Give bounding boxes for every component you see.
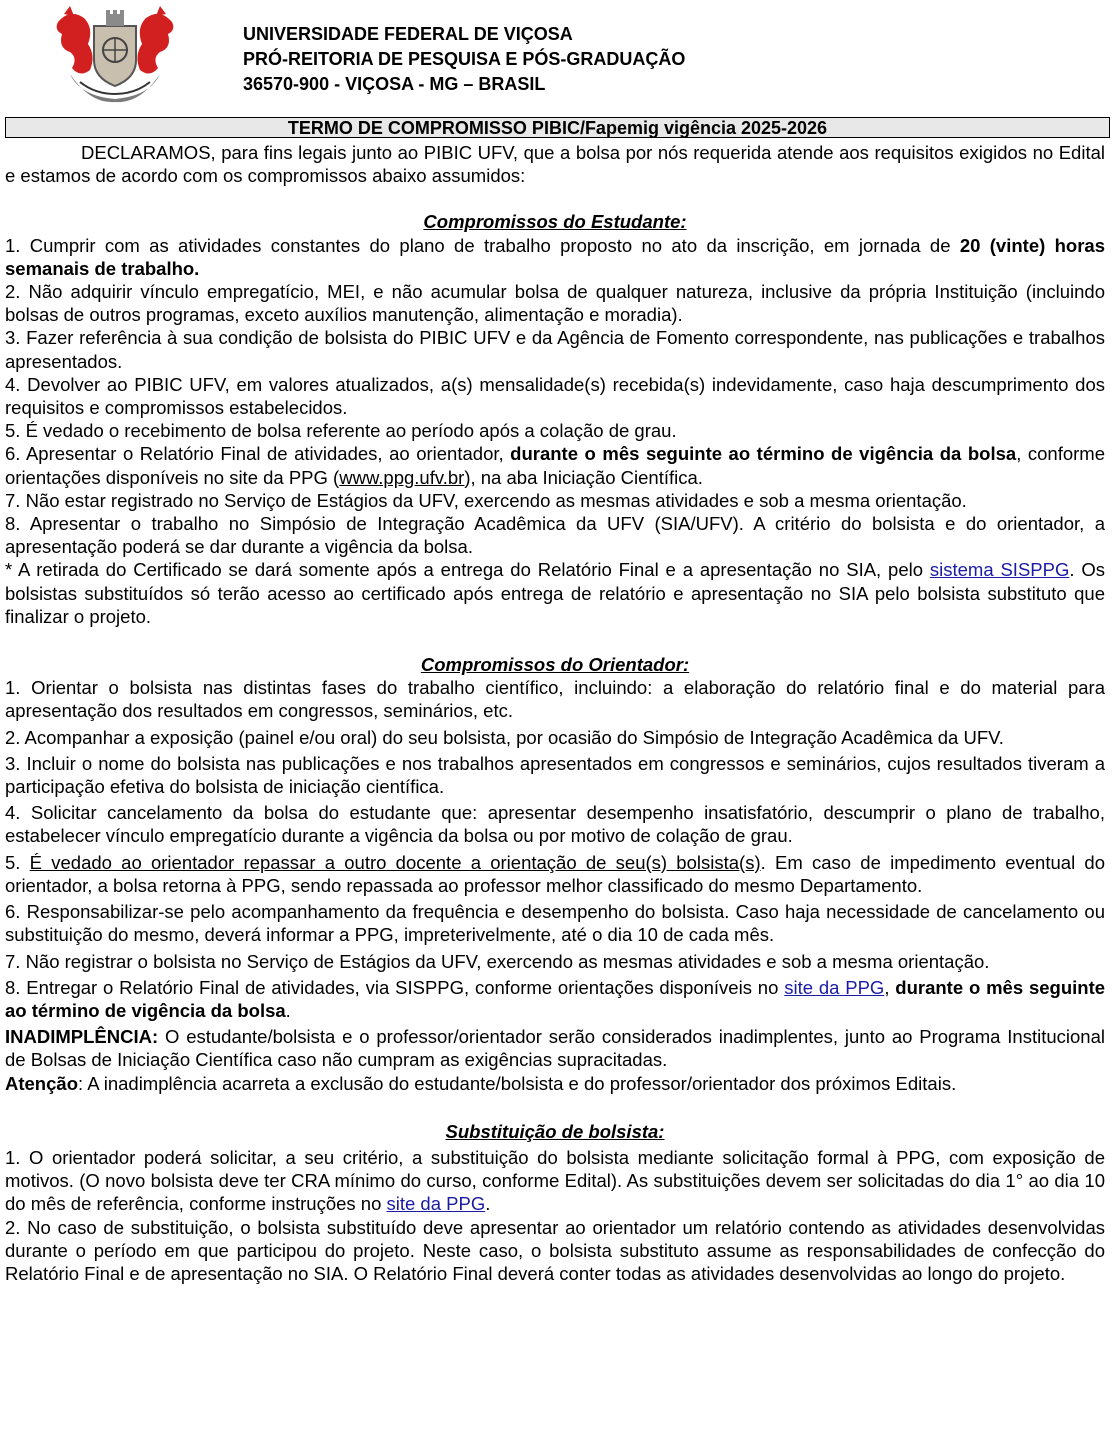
substitution-item-2: 2. No caso de substituição, o bolsista substituído deve apresentar ao orientador um relatório contendo as atividades desenvolvidas durante o período em que participou do projeto. Neste caso, o bolsista substituto assume as responsabilidades de confecção do Relatório Final e de apresentação no SIA. O Relatório Final deverá conter todas as atividades desenvolvidas ao longo do projeto. [5, 1216, 1105, 1284]
student-item-2: 2. Não adquirir vínculo empregatício, MEI, e não acumular bolsa de qualquer natureza, inclusive da própria Instituição (incluindo bolsas de outros programas, exceto auxílios manutenção, alimentação e moradia). [5, 281, 1105, 326]
student-item-6: 6. Apresentar o Relatório Final de atividades, ao orientador, durante o mês seguinte ao término de vigência da bolsa, conforme orientações disponíveis no site da PPG (www.ppg.ufv.br), na aba Iniciação Científica. [5, 443, 1105, 488]
certificate-note: * A retirada do Certificado se dará somente após a entrega do Relatório Final e a apresentação no SIA, pelo sistema SISPPG. Os bolsistas substituídos só terão acesso ao certificado após entrega de relatório e apresentação no SIA pelo bolsista substituto que finalizar o projeto. [5, 559, 1105, 627]
ppg-site-link[interactable]: site da PPG [784, 976, 885, 998]
student-item-1: 1. Cumprir com as atividades constantes do plano de trabalho proposto no ato da inscrição, em jornada de 20 (vinte) horas semanais de trabalho. [5, 234, 1105, 279]
default-paragraph: INADIMPLÊNCIA: O estudante/bolsista e o professor/orientador serão considerados inadimplentes, junto ao Programa Institucional de Bolsas de Iniciação Científica caso não cumpram as exigências supracitadas. [5, 1026, 1105, 1071]
student-item-3: 3. Fazer referência à sua condição de bolsista do PIBIC UFV e da Agência de Fomento correspondente, nas publicações e trabalhos apresentados. [5, 327, 1105, 372]
attention-paragraph: Atenção: A inadimplência acarreta a exclusão do estudante/bolsista e do professor/orientador dos próximos Editais. [5, 1072, 957, 1094]
intro-paragraph: DECLARAMOS, para fins legais junto ao PIBIC UFV, que a bolsa por nós requerida atende aos requisitos exigidos no Edital e estamos de acordo com os compromissos abaixo assumidos: [5, 142, 1105, 187]
ppg-site-url[interactable]: www.ppg.ufv.br [339, 466, 465, 488]
document-header [0, 0, 1117, 115]
student-item-7: 7. Não estar registrado no Serviço de Estágios da UFV, exercendo as mesmas atividades e sob a mesma orientação. [5, 489, 967, 511]
ppg-site-link-2[interactable]: site da PPG [386, 1193, 486, 1215]
substitution-section-title: Substituição de bolsista: [445, 1120, 665, 1142]
advisor-item-8: 8. Entregar o Relatório Final de atividades, via SISPPG, conforme orientações disponíveis no site da PPG, durante o mês seguinte ao término de vigência da bolsa. [5, 976, 1106, 1021]
substitution-item-1: 1. O orientador poderá solicitar, a seu critério, a substituição do bolsista mediante solicitação formal à PPG, com exposição de motivos. (O novo bolsista deve ter CRA mínimo do curso, conforme Edital). As substituições devem ser solicitadas do dia 1° ao dia 10 do mês de referência, conforme instruções no site da PPG. [5, 1146, 1105, 1215]
advisor-item-7: 7. Não registrar o bolsista no Serviço de Estágios da UFV, exercendo as mesmas atividades e sob a mesma orientação. [5, 950, 990, 972]
advisor-section-title: Compromissos do Orientador: [420, 654, 690, 676]
advisor-item-5: 5. É vedado ao orientador repassar a outro docente a orientação de seu(s) bolsista(s). Em caso de impedimento eventual do orientador, a bolsa retorna à PPG, sendo repassada ao professor melhor classificado do mesmo Departamento. [5, 851, 1105, 896]
ufv-coat-of-arms-icon [50, 4, 180, 108]
student-section-title: Compromissos do Estudante: [423, 211, 687, 233]
advisor-item-3: 3. Incluir o nome do bolsista nas publicações e nos trabalhos apresentados em congressos e seminários, cujos resultados tiveram a participação efetiva do bolsista de iniciação científica. [5, 752, 1105, 798]
student-item-5: 5. É vedado o recebimento de bolsa referente ao período após a colação de grau. [5, 420, 677, 442]
student-item-4: 4. Devolver ao PIBIC UFV, em valores atualizados, a(s) mensalidade(s) recebida(s) indevidamente, caso haja descumprimento dos requisitos e compromissos estabelecidos. [5, 373, 1105, 419]
advisor-item-6: 6. Responsabilizar-se pelo acompanhamento da frequência e desempenho do bolsista. Caso haja necessidade de cancelamento ou substituição do mesmo, deverá informar a PPG, impreterivelmente, até o dia 10 de cada mês. [5, 901, 1105, 946]
term-title: TERMO DE COMPROMISSO PIBIC/Fapemig vigência 2025-2026 [5, 117, 1110, 138]
advisor-item-4: 4. Solicitar cancelamento da bolsa do estudante que: apresentar desempenho insatisfatório, descumprir o plano de trabalho, estabelecer vínculo empregatício durante a vigência da bolsa ou por motivo de colação de grau. [5, 802, 1105, 847]
university-name: UNIVERSIDADE FEDERAL DE VIÇOSA [243, 24, 573, 44]
document-body [5, 141, 1105, 1285]
advisor-item-1: 1. Orientar o bolsista nas distintas fases do trabalho científico, incluindo: a elaboração do relatório final e do material para apresentação dos resultados em congressos, seminários, etc. [5, 677, 1105, 722]
advisor-item-2: 2. Acompanhar a exposição (painel e/ou oral) do seu bolsista, por ocasião do Simpósio de Integração Acadêmica da UFV. [5, 726, 1004, 748]
address-line: 36570-900 - VIÇOSA - MG – BRASIL [243, 74, 546, 94]
pro-rectory-name: PRÓ-REITORIA DE PESQUISA E PÓS-GRADUAÇÃO [243, 49, 686, 69]
sisppg-link[interactable]: sistema SISPPG [929, 559, 1070, 581]
student-item-8: 8. Apresentar o trabalho no Simpósio de Integração Acadêmica da UFV (SIA/UFV). A critério do bolsista e do orientador, a apresentação poderá se dar durante a vigência da bolsa. [5, 513, 1105, 558]
